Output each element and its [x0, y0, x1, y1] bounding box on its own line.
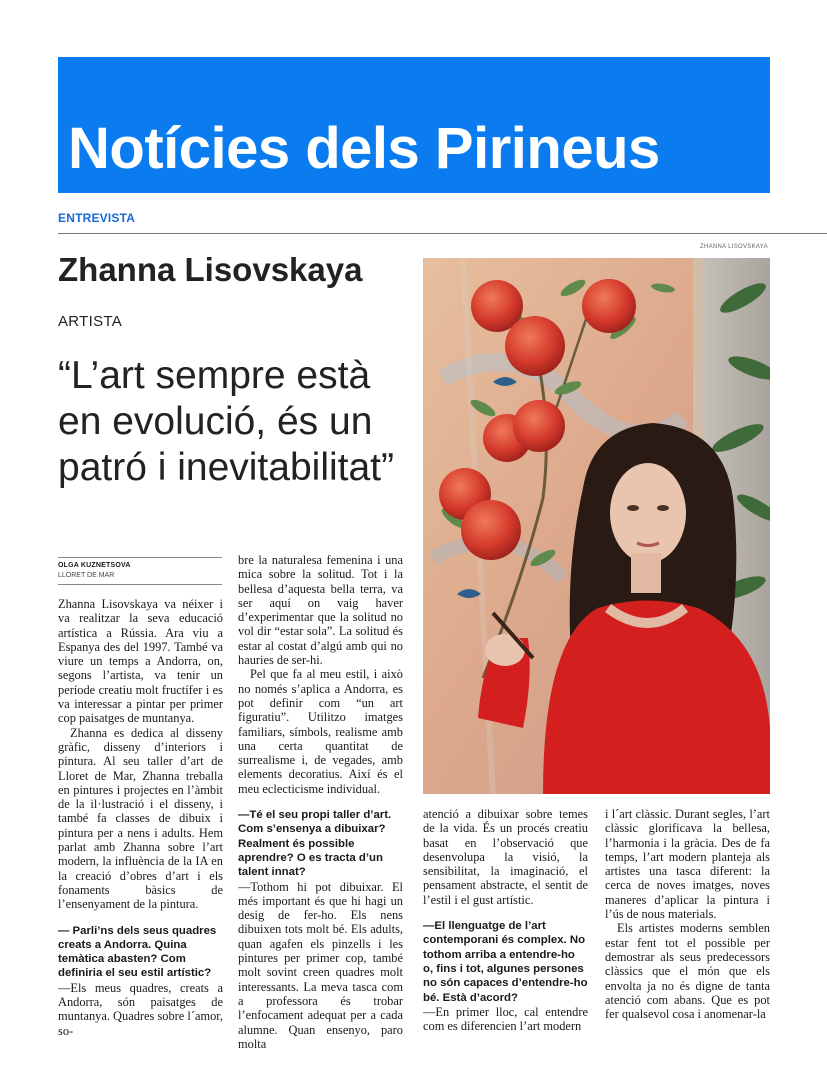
paragraph: bre la naturalesa femenina i una mica sobre la solitud. Tot i la bellesa d’aquesta bella terra, va ser aquí on vaig haver d’experimentar que la solitud no vol dir “estar sola”. La solitud és estar al costat d’algú amb qui no hauries de ser-hi. — [238, 553, 403, 668]
interview-answer: —Tothom hi pot dibuixar. El més important és que hi hagi un desig de fer-ho. Els nens dibuixen tots molt bé. Els adults, quan agafen els pinzells i les pintures per primer cop, també molt sovint creen quadres molt interessants. La meva tasca com a professora és trobar l’enfocament adequat per a cada alumne. Quan ensenyo, paro molta — [238, 879, 403, 1051]
interview-question: — Parli’ns dels seus quadres creats a Andorra. Quina temàtica abasten? Com definiria el seu estil artístic? — [58, 924, 217, 980]
pull-quote: “L’art sempre està en evolució, és un patró i inevitabilitat” — [58, 354, 394, 489]
paragraph: Zhanna es dedica al disseny gràfic, disseny d’interiors i pintura. Al seu taller d’art de Lloret de Mar, Zhanna treballa en pintures i projectes en l’àmbit de la il·lustració i el disseny, i també fa classes de dibuix i pintura per a nens i adults. Hem parlat amb Zhanna sobre l’art modern, la influència de la IA en la creació d’obres d’art i els fonaments bàsics de l’ensenyament de la pintura. — [58, 725, 223, 912]
byline-divider-top — [58, 557, 222, 558]
article-column-1 — [58, 597, 223, 1062]
paragraph: Pel que fa al meu estil, i això no només s’aplica a Andorra, es pot definir com “un art figuratiu”. Utilitzo imatges familiars, símbols, realisme amb una certa quantitat de surrealisme i, de vegades, amb elements decoratius. Així és el meu eclecticisme individual. — [238, 667, 403, 796]
paragraph: Zhanna Lisovskaya va néixer i va realitzar la seva educació artística a Rússia. Ara viu a Espanya des del 1997. També va viure un temps a Andorra, on, segons l’artista, va tenir un període creatiu molt fructífer i es va interessar a pintar per primer cop paisatges de muntanya. — [58, 597, 223, 726]
byline-place: LLORET DE MAR — [58, 572, 115, 579]
section-divider — [58, 233, 827, 234]
interview-question: —El llenguatge de l’art contemporani és complex. No tothom arriba a entendre-ho o, fins i tot, algunes persones no són capaces d’entendre-ho bé. Està d’acord? — [423, 920, 588, 1004]
interviewee-name: Zhanna Lisovskaya — [58, 251, 363, 288]
article-column-4 — [605, 807, 770, 1062]
article-column-3 — [423, 807, 588, 1062]
interview-answer: —En primer lloc, cal entendre com es diferencien l’art modern — [423, 1004, 588, 1034]
paragraph: Els artistes moderns semblen estar fent tot el possible per demostrar als seus predecessors clàssics que el món que els envolta ja no és digne de tanta atenció com abans. Que es pot fer qualsevol cosa i anomenar-la — [605, 921, 770, 1022]
interviewee-role: ARTISTA — [58, 313, 123, 330]
interview-question: —Té el seu propi taller d’art. Com s’ensenya a dibuixar? Realment és possible aprendre? O es tracta d’un talent innat? — [238, 809, 392, 879]
artist-photo — [423, 258, 770, 794]
paragraph: atenció a dibuixar sobre temes de la vida. És un procés creatiu basat en l’observació que desenvolupa la visió, la sensibilitat, la imaginació, el pensament abstracte, el sentit de l’estil i el gust artístic. — [423, 807, 588, 907]
section-label: ENTREVISTA — [58, 211, 136, 225]
byline-author: OLGA KUZNETSOVA — [58, 562, 131, 569]
article-column-2 — [238, 553, 403, 1062]
byline-divider-bottom — [58, 584, 222, 585]
paragraph: i l´art clàssic. Durant segles, l’art clàssic glorificava la bellesa, l’harmonia i la gràcia. Des de fa temps, l’art modern planteja als artistes una tasca diferent: la cerca de noves imatges, noves maneres d’aplicar la pintura i l’ús de nous materials. — [605, 807, 770, 922]
newspaper-title: Notícies dels Pirineus — [68, 116, 660, 181]
interview-answer: —Els meus quadres, creats a Andorra, són paisatges de muntanya. Quadres sobre l´amor, so- — [58, 980, 223, 1038]
photo-credit: ZHANNA LISOVSKAYA — [700, 244, 768, 250]
